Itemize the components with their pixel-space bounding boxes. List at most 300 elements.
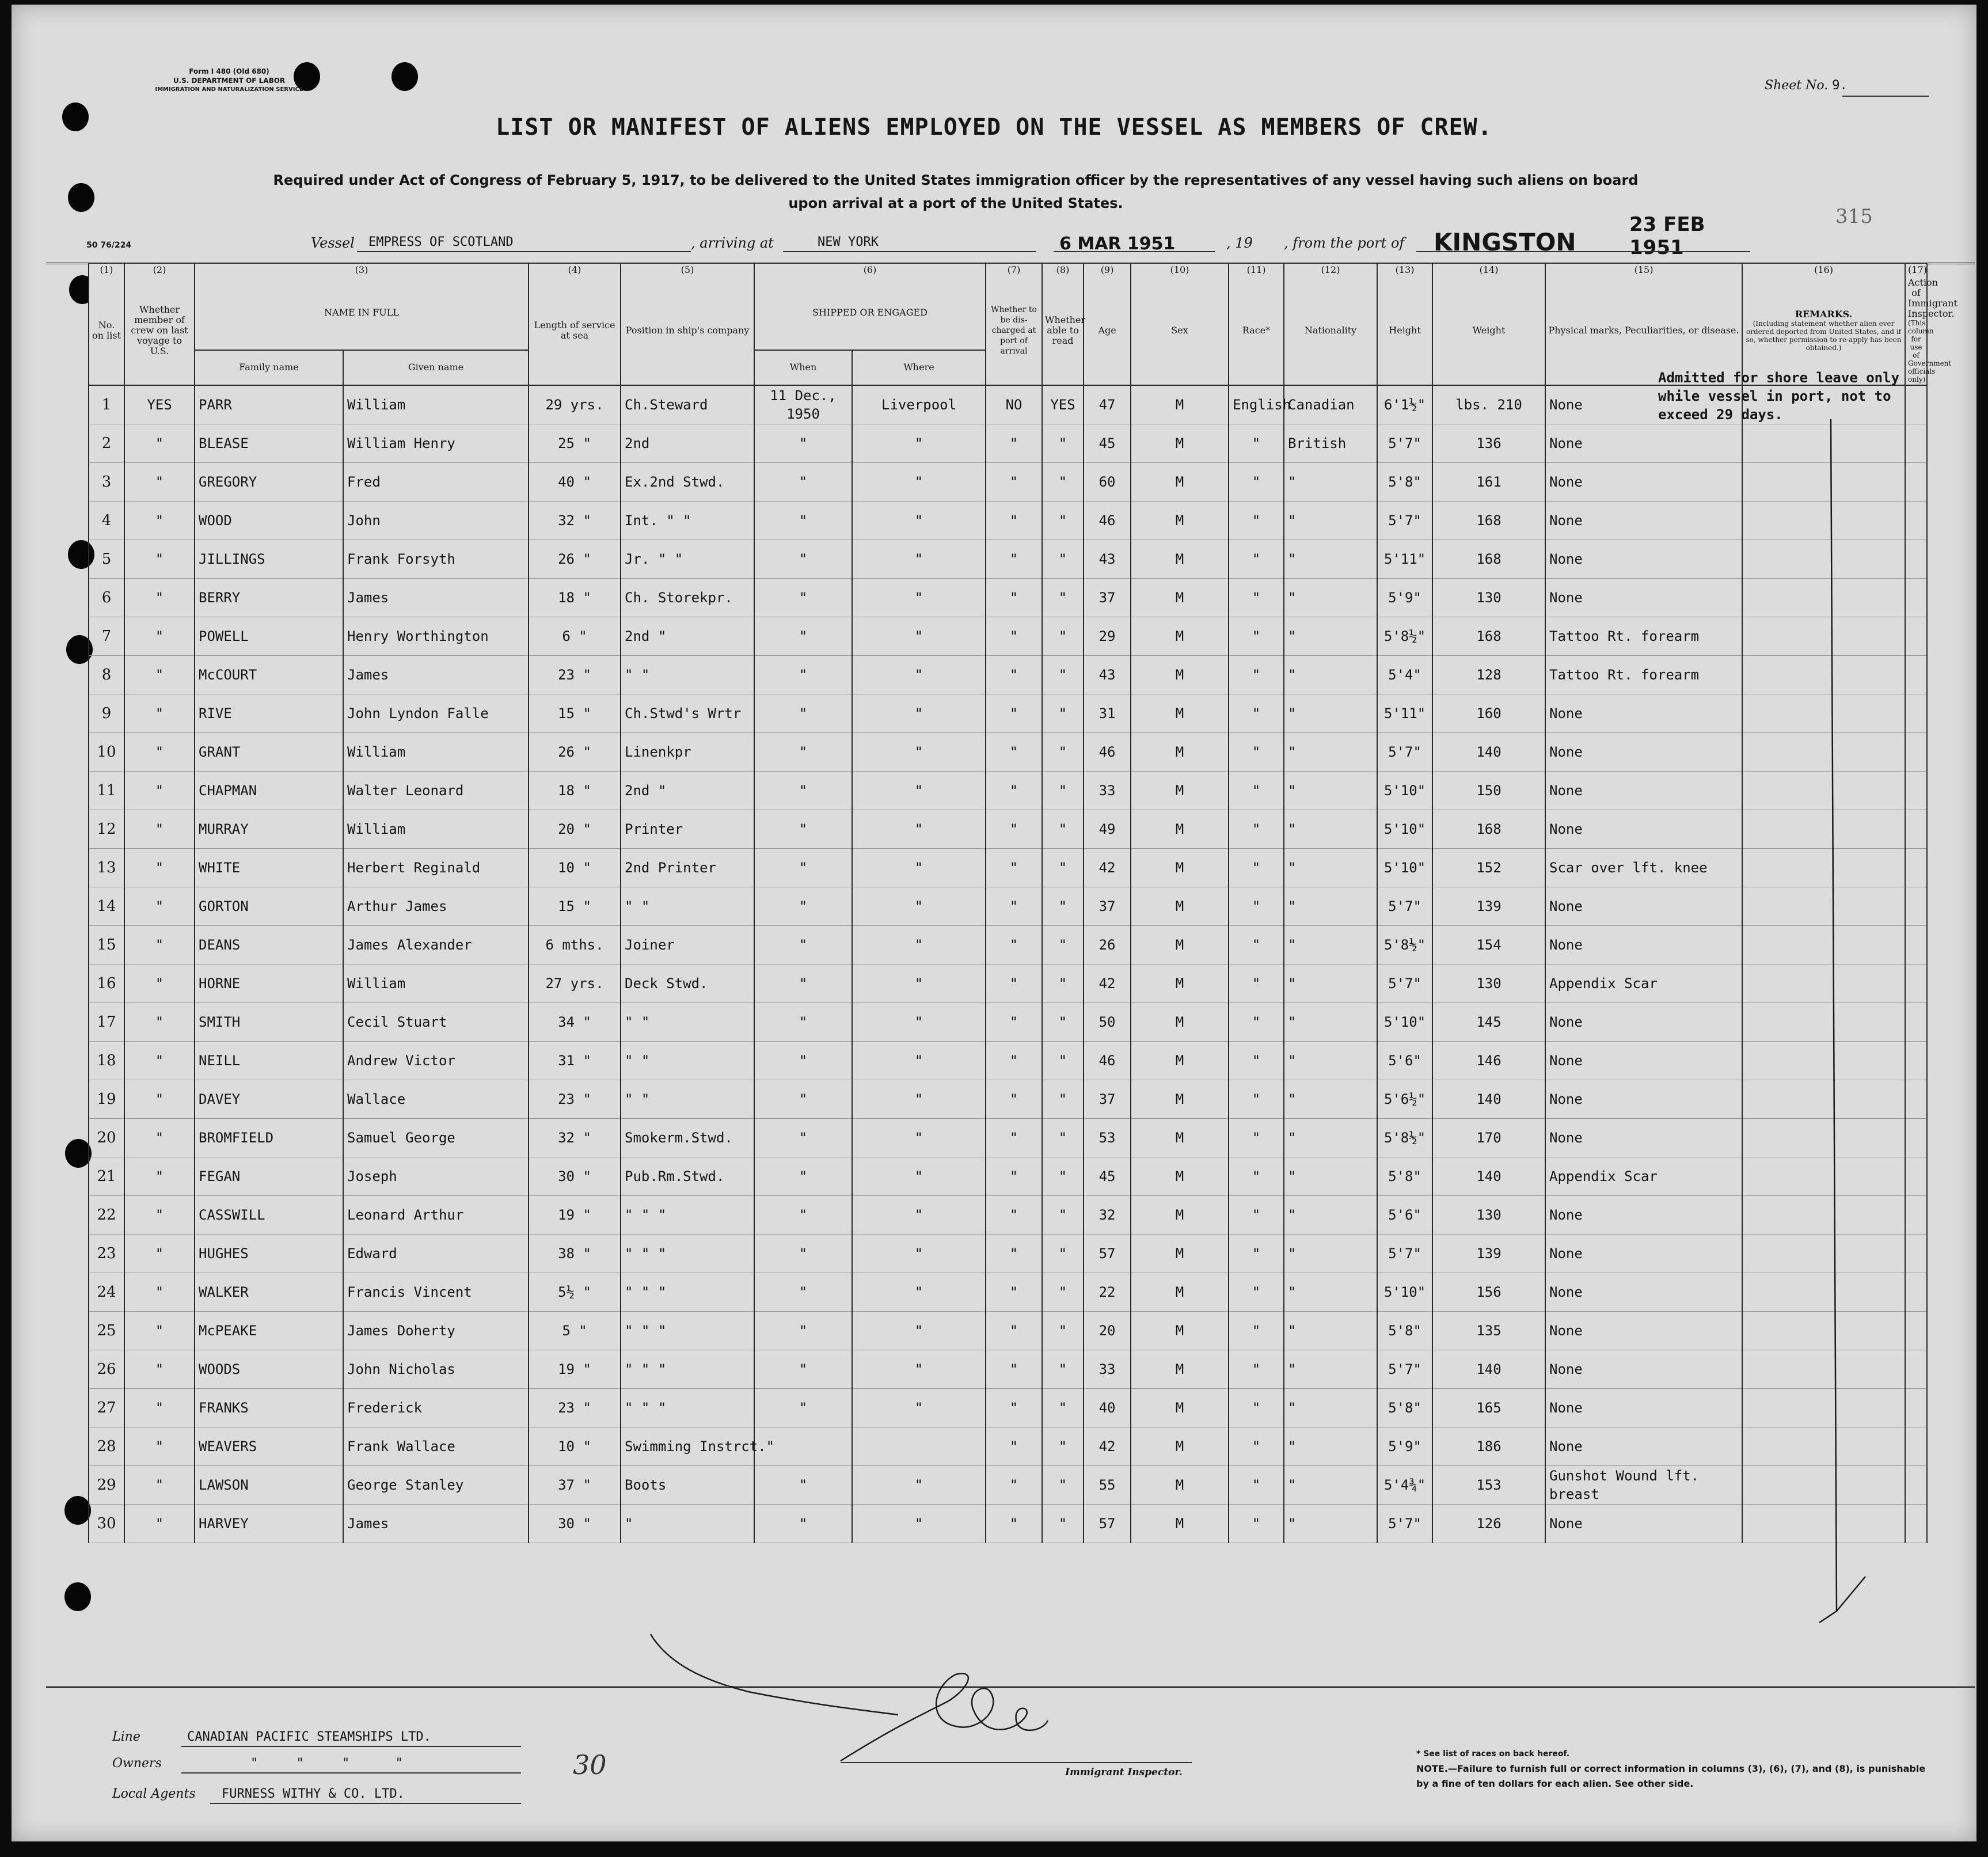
- cell-age: 42: [1084, 964, 1131, 1003]
- cell-discharged: ": [986, 1080, 1042, 1119]
- cell-weight: 165: [1432, 1389, 1545, 1427]
- cell-when: ": [754, 656, 852, 694]
- signature-stroke: [651, 1634, 898, 1715]
- cell-prev: ": [124, 1350, 195, 1389]
- cell-weight: 150: [1432, 772, 1545, 810]
- cell-no: 3: [89, 463, 124, 502]
- cell-race: ": [1229, 502, 1284, 540]
- cell-position: Smokerm.Stwd.: [621, 1119, 754, 1157]
- cell-nationality: ": [1284, 733, 1377, 772]
- cell-age: 33: [1084, 1350, 1131, 1389]
- cell-prev: ": [124, 849, 195, 887]
- header-weight: Weight: [1432, 276, 1545, 385]
- cell-weight: 140: [1432, 1080, 1545, 1119]
- cell-age: 37: [1084, 887, 1131, 926]
- cell-no: 22: [89, 1196, 124, 1235]
- cell-prev: ": [124, 617, 195, 656]
- cell-given: Arthur James: [343, 887, 529, 926]
- cell-family: HARVEY: [195, 1505, 343, 1543]
- cell-service: 37 ": [529, 1466, 621, 1505]
- cell-family: BROMFIELD: [195, 1119, 343, 1157]
- cell-service: 31 ": [529, 1042, 621, 1080]
- cell-no: 14: [89, 887, 124, 926]
- cell-age: 46: [1084, 502, 1131, 540]
- cell-when: ": [754, 502, 852, 540]
- cell-service: 34 ": [529, 1003, 621, 1042]
- cell-prev: ": [124, 1466, 195, 1505]
- cell-service: 15 ": [529, 887, 621, 926]
- cell-where: ": [852, 656, 986, 694]
- cell-prev: ": [124, 1003, 195, 1042]
- cell-nationality: ": [1284, 1427, 1377, 1466]
- cell-age: 50: [1084, 1003, 1131, 1042]
- cell-height: 5'8½": [1377, 617, 1432, 656]
- cell-sex: M: [1131, 1080, 1229, 1119]
- cell-where: ": [852, 1119, 986, 1157]
- cell-prev: ": [124, 694, 195, 733]
- cell-family: JILLINGS: [195, 540, 343, 579]
- cell-sex: M: [1131, 810, 1229, 849]
- year-label: , 19: [1226, 235, 1253, 251]
- cell-discharged: ": [986, 502, 1042, 540]
- vessel-name: EMPRESS OF SCOTLAND: [368, 235, 514, 249]
- departure-date-stamp: 23 FEB 1951: [1629, 213, 1705, 259]
- cell-nationality: ": [1284, 1080, 1377, 1119]
- cell-marks: None: [1545, 1042, 1742, 1080]
- header-position: Position in ship's company: [621, 276, 754, 385]
- cell-when: ": [754, 810, 852, 849]
- cell-weight: 140: [1432, 733, 1545, 772]
- cell-discharged: NO: [986, 385, 1042, 424]
- cell-service: 25 ": [529, 424, 621, 463]
- cell-marks: Appendix Scar: [1545, 1157, 1742, 1196]
- cell-marks: None: [1545, 887, 1742, 926]
- cell-given: James Alexander: [343, 926, 529, 964]
- cell-height: 5'7": [1377, 1235, 1432, 1273]
- departure-port: KINGSTON: [1434, 228, 1576, 256]
- cell-read: ": [1042, 656, 1084, 694]
- handwritten-count: 30: [573, 1749, 607, 1780]
- cell-read: ": [1042, 617, 1084, 656]
- cell-marks: Gunshot Wound lft. breast: [1545, 1466, 1742, 1505]
- cell-family: GRANT: [195, 733, 343, 772]
- cell-family: FEGAN: [195, 1157, 343, 1196]
- cell-sex: M: [1131, 1389, 1229, 1427]
- cell-where: ": [852, 1042, 986, 1080]
- cell-discharged: ": [986, 1157, 1042, 1196]
- cell-height: 5'9": [1377, 1427, 1432, 1466]
- cell-no: 4: [89, 502, 124, 540]
- cell-service: 30 ": [529, 1505, 621, 1543]
- cell-service: 10 ": [529, 849, 621, 887]
- cell-marks: None: [1545, 733, 1742, 772]
- cell-no: 9: [89, 694, 124, 733]
- cell-family: CHAPMAN: [195, 772, 343, 810]
- cell-prev: ": [124, 733, 195, 772]
- cell-discharged: ": [986, 1466, 1042, 1505]
- col-num-12: (12): [1284, 263, 1377, 276]
- cell-family: WHITE: [195, 849, 343, 887]
- arriving-port: NEW YORK: [818, 235, 879, 249]
- cell-weight: 168: [1432, 540, 1545, 579]
- cell-race: ": [1229, 656, 1284, 694]
- department-name: U.S. DEPARTMENT OF LABOR: [173, 77, 286, 85]
- cell-position: Ch.Steward: [621, 385, 754, 424]
- from-port-label: , from the port of: [1284, 235, 1405, 251]
- cell-age: 53: [1084, 1119, 1131, 1157]
- cell-prev: ": [124, 656, 195, 694]
- cell-discharged: ": [986, 733, 1042, 772]
- subtitle-line-2: upon arrival at a port of the United States.: [788, 195, 1123, 211]
- cell-where: ": [852, 849, 986, 887]
- cell-service: 30 ": [529, 1157, 621, 1196]
- cell-prev: ": [124, 1042, 195, 1080]
- cell-sex: M: [1131, 1003, 1229, 1042]
- cell-no: 20: [89, 1119, 124, 1157]
- cell-marks: None: [1545, 1235, 1742, 1273]
- cell-read: ": [1042, 1003, 1084, 1042]
- cell-sex: M: [1131, 1042, 1229, 1080]
- cell-where: ": [852, 1235, 986, 1273]
- agents-label: Local Agents: [112, 1787, 196, 1801]
- col-num-8: (8): [1042, 263, 1084, 276]
- cell-family: FRANKS: [195, 1389, 343, 1427]
- cell-height: 5'8½": [1377, 1119, 1432, 1157]
- cell-service: 20 ": [529, 810, 621, 849]
- cell-sex: M: [1131, 926, 1229, 964]
- cell-when: ": [754, 1505, 852, 1543]
- cell-race: English: [1229, 385, 1284, 424]
- cell-no: 23: [89, 1235, 124, 1273]
- cell-given: William Henry: [343, 424, 529, 463]
- cell-age: 45: [1084, 1157, 1131, 1196]
- cell-marks: None: [1545, 540, 1742, 579]
- cell-weight: lbs. 210: [1432, 385, 1545, 424]
- cell-height: 5'8": [1377, 1312, 1432, 1350]
- cell-race: ": [1229, 1080, 1284, 1119]
- cell-prev: ": [124, 964, 195, 1003]
- cell-marks: None: [1545, 579, 1742, 617]
- form-number: Form I 480 (Old 680): [189, 67, 269, 75]
- cell-nationality: ": [1284, 694, 1377, 733]
- cell-sex: M: [1131, 579, 1229, 617]
- cell-no: 27: [89, 1389, 124, 1427]
- cell-service: 6 mths.: [529, 926, 621, 964]
- cell-age: 43: [1084, 540, 1131, 579]
- cell-where: ": [852, 1003, 986, 1042]
- cell-position: " ": [621, 887, 754, 926]
- cell-weight: 161: [1432, 463, 1545, 502]
- remarks-note-text: (Including statement whether alien ever ordered deported from United States, and if so, whether permission to re-apply has been obtained.): [1746, 320, 1902, 352]
- cell-nationality: British: [1284, 424, 1377, 463]
- cell-weight: 130: [1432, 1196, 1545, 1235]
- cell-marks: None: [1545, 424, 1742, 463]
- cell-where: ": [852, 1466, 986, 1505]
- owners-value: " " " ": [250, 1756, 403, 1771]
- cell-weight: 139: [1432, 887, 1545, 926]
- cell-no: 11: [89, 772, 124, 810]
- cell-read: ": [1042, 810, 1084, 849]
- cell-given: Walter Leonard: [343, 772, 529, 810]
- cell-given: Edward: [343, 1235, 529, 1273]
- cell-sex: M: [1131, 540, 1229, 579]
- cell-when: ": [754, 1119, 852, 1157]
- cell-no: 15: [89, 926, 124, 964]
- cell-discharged: ": [986, 1505, 1042, 1543]
- cell-family: WALKER: [195, 1273, 343, 1312]
- cell-age: 32: [1084, 1196, 1131, 1235]
- cell-read: ": [1042, 1427, 1084, 1466]
- cell-read: ": [1042, 1389, 1084, 1427]
- cell-no: 8: [89, 656, 124, 694]
- cell-marks: None: [1545, 1003, 1742, 1042]
- cell-weight: 170: [1432, 1119, 1545, 1157]
- cell-nationality: ": [1284, 502, 1377, 540]
- remarks-title: REMARKS.: [1795, 309, 1853, 320]
- remarks-admission-note: Admitted for shore leave only while vessel in port, not to exceed 29 days.: [1658, 370, 1900, 423]
- col-num-1: (1): [89, 263, 124, 276]
- arriving-label: , arriving at: [691, 235, 774, 251]
- cell-given: Herbert Reginald: [343, 849, 529, 887]
- cell-height: 5'7": [1377, 887, 1432, 926]
- cell-when: ": [754, 694, 852, 733]
- cell-no: 16: [89, 964, 124, 1003]
- cell-no: 7: [89, 617, 124, 656]
- cell-race: ": [1229, 617, 1284, 656]
- cell-family: POWELL: [195, 617, 343, 656]
- cell-prev: ": [124, 1235, 195, 1273]
- cell-age: 43: [1084, 656, 1131, 694]
- cell-family: LAWSON: [195, 1466, 343, 1505]
- inspector-label: Immigrant Inspector.: [1065, 1767, 1183, 1778]
- cell-nationality: ": [1284, 1466, 1377, 1505]
- cell-nationality: ": [1284, 964, 1377, 1003]
- cell-age: 20: [1084, 1312, 1131, 1350]
- header-given-name: Given name: [343, 350, 529, 385]
- cell-position: " ": [621, 1003, 754, 1042]
- header-race: Race*: [1229, 276, 1284, 385]
- service-name: IMMIGRATION AND NATURALIZATION SERVICE: [155, 86, 303, 93]
- cell-sex: M: [1131, 772, 1229, 810]
- cell-read: ": [1042, 1196, 1084, 1235]
- cell-race: ": [1229, 1235, 1284, 1273]
- cell-prev: ": [124, 1312, 195, 1350]
- cell-position: " " ": [621, 1389, 754, 1427]
- cell-when: ": [754, 1080, 852, 1119]
- cell-discharged: ": [986, 579, 1042, 617]
- cell-prev: ": [124, 1505, 195, 1543]
- cell-no: 25: [89, 1312, 124, 1350]
- cell-sex: M: [1131, 1505, 1229, 1543]
- cell-where: ": [852, 926, 986, 964]
- cell-weight: 152: [1432, 849, 1545, 887]
- col-num-13: (13): [1377, 263, 1432, 276]
- cell-given: Frederick: [343, 1389, 529, 1427]
- cell-race: ": [1229, 424, 1284, 463]
- cell-nationality: Canadian: [1284, 385, 1377, 424]
- cell-position: 2nd ": [621, 772, 754, 810]
- cell-given: George Stanley: [343, 1466, 529, 1505]
- sheet-value: 9.: [1832, 78, 1848, 93]
- cell-family: DAVEY: [195, 1080, 343, 1119]
- cell-position: " ": [621, 1042, 754, 1080]
- cell-when: ": [754, 617, 852, 656]
- cell-sex: M: [1131, 385, 1229, 424]
- cell-height: 5'8": [1377, 1157, 1432, 1196]
- cell-discharged: ": [986, 1196, 1042, 1235]
- cell-position: ": [621, 1505, 754, 1543]
- cell-discharged: ": [986, 540, 1042, 579]
- cell-weight: 135: [1432, 1312, 1545, 1350]
- cell-given: James: [343, 1505, 529, 1543]
- header-physical-marks: Physical marks, Peculiarities, or disease.: [1545, 276, 1742, 385]
- col-num-14: (14): [1432, 263, 1545, 276]
- cell-sex: M: [1131, 656, 1229, 694]
- cell-sex: M: [1131, 1157, 1229, 1196]
- cell-race: ": [1229, 733, 1284, 772]
- cell-marks: None: [1545, 385, 1742, 424]
- cell-weight: 168: [1432, 617, 1545, 656]
- header-prev-voyage: Whether member of crew on last voyage to U.S.: [124, 276, 195, 385]
- cell-weight: 186: [1432, 1427, 1545, 1466]
- cell-prev: YES: [124, 385, 195, 424]
- cell-nationality: ": [1284, 1235, 1377, 1273]
- cell-prev: ": [124, 540, 195, 579]
- cell-discharged: ": [986, 1235, 1042, 1273]
- cell-given: James: [343, 579, 529, 617]
- cell-height: 5'10": [1377, 849, 1432, 887]
- cell-where: Liverpool: [852, 385, 986, 424]
- cell-given: Cecil Stuart: [343, 1003, 529, 1042]
- cell-marks: Appendix Scar: [1545, 964, 1742, 1003]
- cell-nationality: ": [1284, 579, 1377, 617]
- cell-weight: 156: [1432, 1273, 1545, 1312]
- cell-when: ": [754, 1235, 852, 1273]
- cell-race: ": [1229, 1196, 1284, 1235]
- cell-when: ": [754, 463, 852, 502]
- cell-nationality: ": [1284, 1312, 1377, 1350]
- cell-height: 5'7": [1377, 502, 1432, 540]
- cell-discharged: ": [986, 964, 1042, 1003]
- cell-weight: 145: [1432, 1003, 1545, 1042]
- cell-where: ": [852, 1196, 986, 1235]
- cell-position: Printer: [621, 810, 754, 849]
- cell-read: ": [1042, 772, 1084, 810]
- col-num-7: (7): [986, 263, 1042, 276]
- cell-race: ": [1229, 1003, 1284, 1042]
- cell-given: Frank Forsyth: [343, 540, 529, 579]
- cell-marks: None: [1545, 1119, 1742, 1157]
- cell-nationality: ": [1284, 1119, 1377, 1157]
- cell-given: John Lyndon Falle: [343, 694, 529, 733]
- cell-nationality: ": [1284, 849, 1377, 887]
- cell-given: Henry Worthington: [343, 617, 529, 656]
- cell-given: Francis Vincent: [343, 1273, 529, 1312]
- cell-position: " ": [621, 656, 754, 694]
- cell-age: 57: [1084, 1505, 1131, 1543]
- cell-when: ": [754, 1389, 852, 1427]
- header-no-on-list: No. on list: [89, 276, 124, 385]
- cell-nationality: ": [1284, 887, 1377, 926]
- cell-height: 5'7": [1377, 424, 1432, 463]
- inspector-title: Action of Immigrant Inspector.: [1908, 277, 1957, 319]
- cell-where: ": [852, 579, 986, 617]
- cell-read: ": [1042, 1273, 1084, 1312]
- cell-family: RIVE: [195, 694, 343, 733]
- cell-prev: ": [124, 887, 195, 926]
- cell-sex: M: [1131, 694, 1229, 733]
- cell-sex: M: [1131, 1312, 1229, 1350]
- cell-discharged: ": [986, 1312, 1042, 1350]
- cell-when: ": [754, 1042, 852, 1080]
- cell-where: ": [852, 1505, 986, 1543]
- cell-nationality: ": [1284, 772, 1377, 810]
- cell-nationality: ": [1284, 926, 1377, 964]
- cell-position: Swimming Instrct.": [621, 1427, 754, 1466]
- cell-no: 18: [89, 1042, 124, 1080]
- cell-when: ": [754, 964, 852, 1003]
- cell-discharged: ": [986, 887, 1042, 926]
- cell-sex: M: [1131, 1273, 1229, 1312]
- subtitle-line-1: Required under Act of Congress of February 5, 1917, to be delivered to the United States immigration officer by the representatives of any vessel having such aliens on board: [273, 172, 1639, 188]
- cell-weight: 168: [1432, 502, 1545, 540]
- cell-where: ": [852, 964, 986, 1003]
- cell-discharged: ": [986, 810, 1042, 849]
- cell-position: " ": [621, 1080, 754, 1119]
- cell-age: 22: [1084, 1273, 1131, 1312]
- cell-service: 23 ": [529, 656, 621, 694]
- cell-sex: M: [1131, 1196, 1229, 1235]
- cell-service: 10 ": [529, 1427, 621, 1466]
- cell-discharged: ": [986, 1273, 1042, 1312]
- cell-height: 5'8½": [1377, 926, 1432, 964]
- cell-nationality: ": [1284, 540, 1377, 579]
- cell-prev: ": [124, 463, 195, 502]
- cell-height: 5'11": [1377, 540, 1432, 579]
- cell-nationality: ": [1284, 617, 1377, 656]
- cell-given: Fred: [343, 463, 529, 502]
- cell-position: Ex.2nd Stwd.: [621, 463, 754, 502]
- cell-discharged: ": [986, 926, 1042, 964]
- cell-sex: M: [1131, 1350, 1229, 1389]
- cell-race: ": [1229, 463, 1284, 502]
- cell-family: CASSWILL: [195, 1196, 343, 1235]
- cell-height: 5'4": [1377, 656, 1432, 694]
- cell-family: WOODS: [195, 1350, 343, 1389]
- side-code: 50 76/224: [86, 241, 132, 250]
- cell-service: 23 ": [529, 1080, 621, 1119]
- cell-race: ": [1229, 694, 1284, 733]
- col-num-5: (5): [621, 263, 754, 276]
- cell-marks: None: [1545, 1080, 1742, 1119]
- cell-no: 5: [89, 540, 124, 579]
- cell-read: ": [1042, 540, 1084, 579]
- cell-height: 5'6": [1377, 1196, 1432, 1235]
- cell-nationality: ": [1284, 463, 1377, 502]
- cell-discharged: ": [986, 694, 1042, 733]
- cell-sex: M: [1131, 733, 1229, 772]
- cell-sex: M: [1131, 502, 1229, 540]
- cell-given: Frank Wallace: [343, 1427, 529, 1466]
- cell-sex: M: [1131, 1466, 1229, 1505]
- cell-prev: ": [124, 1196, 195, 1235]
- cell-prev: ": [124, 502, 195, 540]
- cell-age: 46: [1084, 1042, 1131, 1080]
- cell-service: 27 yrs.: [529, 964, 621, 1003]
- cell-marks: None: [1545, 1273, 1742, 1312]
- cell-sex: M: [1131, 1119, 1229, 1157]
- header-shipped-or-engaged: SHIPPED OR ENGAGED: [754, 276, 986, 350]
